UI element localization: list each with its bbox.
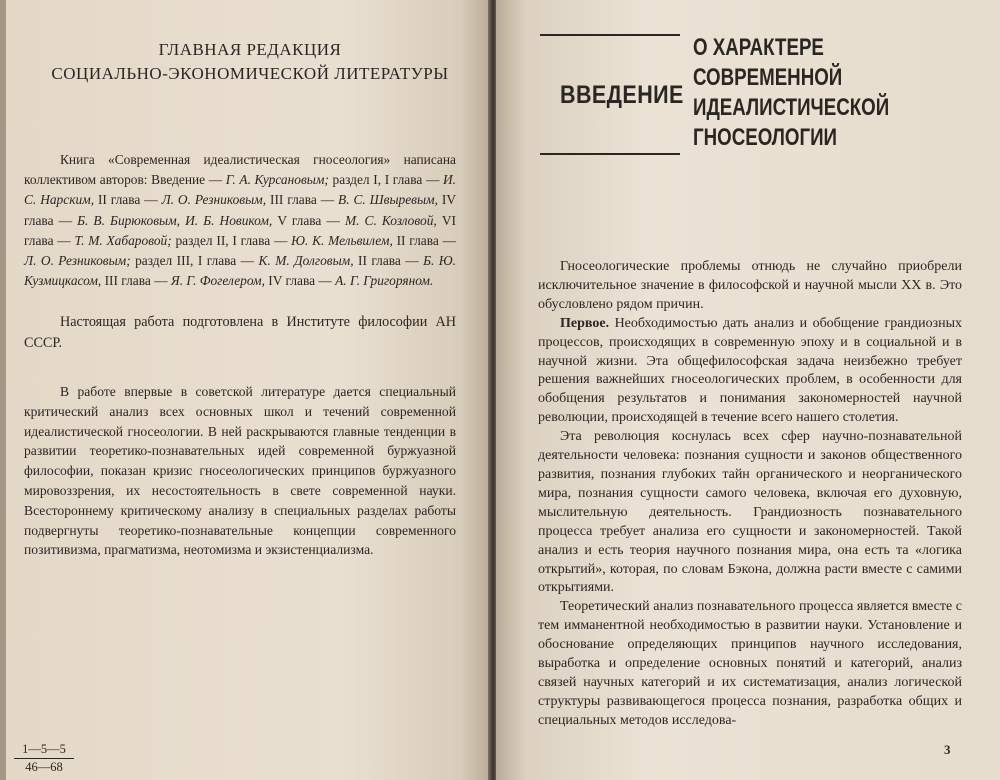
authors-credits xyxy=(24,150,456,291)
chapter-title-line: О ХАРАКТЕРЕ xyxy=(693,34,824,61)
credits-text: II глава — xyxy=(392,232,456,248)
publisher-heading xyxy=(40,38,460,86)
body-paragraph xyxy=(538,315,962,428)
credits-text: VI глава — xyxy=(24,212,456,248)
chapter-title-line: СОВРЕМЕННОЙ xyxy=(693,64,843,91)
author-name: Я. Г. Фогелером, xyxy=(170,273,265,289)
page-number: 3 xyxy=(944,742,951,757)
heading-rule-bottom xyxy=(540,153,680,155)
body-paragraph: Эта революция коснулась всех сфер научно-познавательной деятельности человека: познания сущности и законов общественного развития, познания глубоких тайн органического и неорганического мира, познания сущности самого человека, включая его духовную, мыслительную деятельность. Грандиозность познавательного процесса требует анализа его сущности и закономерностей. Такой анализ и есть теория научного познания мира, она есть та «логика открытий», которая, по словам Бэкона, должна расти вместе с самими открытиями. xyxy=(538,429,962,596)
author-name: Г. А. Курсановым; xyxy=(225,172,329,188)
author-name: Л. О. Резниковым, xyxy=(161,192,267,208)
paragraph-lead: Первое. xyxy=(560,315,610,331)
credits-text: III глава — xyxy=(266,192,339,208)
author-name: Т. М. Хабаровой; xyxy=(74,232,172,248)
author-name: Ю. К. Мельвилем, xyxy=(291,232,393,248)
page-edge xyxy=(0,0,6,780)
chapter-title xyxy=(693,33,890,153)
credits-text: Книга «Современная идеалистическая гносеология» написана коллективом авторов: Введение — xyxy=(24,152,456,188)
author-name: А. Г. Григоряном. xyxy=(335,273,434,289)
body-paragraph: Гносеологические проблемы отнюдь не случайно приобрели исключительное значение в философской и научной мысли XX в. Это обусловлено рядом причин. xyxy=(538,259,962,312)
chapter-body xyxy=(538,258,962,731)
chapter-title-line: ИДЕАЛИСТИЧЕСКОЙ xyxy=(693,94,890,121)
author-name: М. С. Козловой, xyxy=(344,212,437,228)
book-annotation xyxy=(24,382,456,560)
credits-text: IV глава — xyxy=(24,192,456,228)
author-name: И. С. Нарским, xyxy=(24,172,457,208)
publication-code xyxy=(14,742,74,775)
credits-paragraph xyxy=(24,150,456,291)
author-name: В. С. Швыревым, xyxy=(338,192,438,208)
heading-rule-top xyxy=(540,34,680,36)
institute-paragraph: Настоящая работа подготовлена в Институте философии АН СССР. xyxy=(24,314,456,351)
annotation-paragraph: В работе впервые в советской литературе дается специальный критический анализ всех основных школ и течений современной идеалистической гносеологии. В ней раскрываются главные тенденции в развитии теоретико-познавательных идей современной буржуазной философии, показан кризис гносеологических принципов буржуазного мировоззрения, их несостоятельность в свете современной науки. Всестороннему критическому анализу в специальных разделах работы подвергнуты теоретико-познавательные концепции современного позитивизма, прагматизма, неотомизма и экзистенциализма. xyxy=(24,384,456,558)
credits-text: V глава — xyxy=(272,212,345,228)
code-denominator: 46—68 xyxy=(25,760,63,774)
publisher-line: СОЦИАЛЬНО-ЭКОНОМИЧЕСКОЙ ЛИТЕРАТУРЫ xyxy=(51,64,449,83)
code-numerator: 1—5—5 xyxy=(14,742,74,759)
paragraph-text: Необходимостью дать анализ и обобщение грандиозных процессов, происходящих в современную эпоху и в социальной и в научной жизни. Эта общефилософская задача неизбежно требует решения важнейших гносеологических проблем, в особенности для обобщения результатов и понимания закономерностей научной революции, происходящей в течение всего нашего столетия. xyxy=(538,315,962,426)
author-name: Б. В. Бирюковым, И. Б. Новиком, xyxy=(77,212,273,228)
institute-note xyxy=(24,312,456,354)
author-name: К. М. Долговым, xyxy=(258,253,354,269)
credits-text: II глава — xyxy=(353,253,424,269)
publisher-line: ГЛАВНАЯ РЕДАКЦИЯ xyxy=(158,40,342,59)
credits-text: раздел I, I глава — xyxy=(328,172,443,188)
credits-text: III глава — xyxy=(101,273,171,289)
section-label: ВВЕДЕНИЕ xyxy=(560,81,684,109)
left-page xyxy=(0,0,490,780)
credits-text: раздел II, I глава — xyxy=(171,232,292,248)
body-paragraph: Теоретический анализ познавательного процесса является вместе с тем имманентной необходимостью в развитии науки. Установление и обоснование определяющих принципов научного исследования, выработка и определение основных понятий и категорий, анализ связей научных категорий и их систематизация, анализ логической структуры развивающегося процесса познания, разработка общих и специальных методов исследова- xyxy=(538,599,962,728)
author-name: Л. О. Резниковым; xyxy=(24,253,131,269)
credits-text: II глава — xyxy=(94,192,162,208)
author-name: Б. Ю. Кузмицкасом, xyxy=(24,253,456,289)
credits-text: IV глава — xyxy=(264,273,336,289)
credits-text: раздел III, I глава — xyxy=(130,253,259,269)
chapter-title-line: ГНОСЕОЛОГИИ xyxy=(693,124,838,151)
